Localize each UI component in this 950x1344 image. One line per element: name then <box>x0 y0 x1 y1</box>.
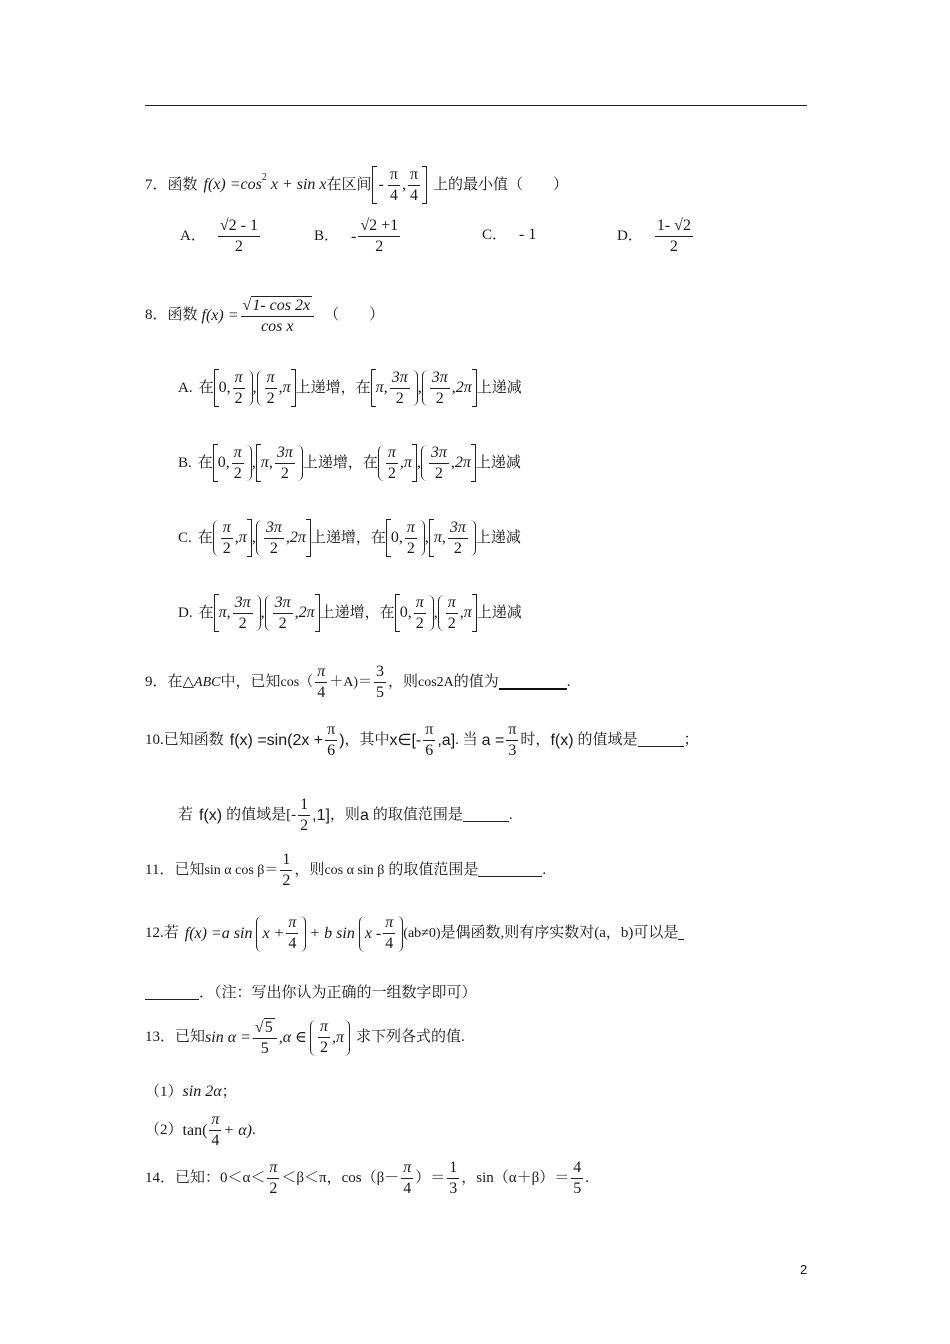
q7-stem: 7． 函数 f(x) =cos 2 x + sin x 在区间 - $\frac{\pi}{4}$ , $\frac{\pi}{4}$ 上的最小值（ ） <box>145 165 569 204</box>
q12-blank-tail[interactable] <box>678 927 684 940</box>
q7-option-d: D． $\frac{1- √2}{2}$ <box>617 217 691 255</box>
q11-answer-blank[interactable] <box>478 864 542 877</box>
q12-answer-blank[interactable] <box>145 987 199 1000</box>
q12-stem: 12. 若 f(x) =a sin x + $\frac{\pi}{4}$ + b sin x - $\frac{\pi}{4}$ (ab≠0) 是偶函数,则有序实数对(a，b)可以是 <box>145 915 684 952</box>
q7-interval: - $\frac{\pi}{4}$ , $\frac{\pi}{4}$ <box>372 166 427 204</box>
q8-number: 8． <box>145 307 168 323</box>
q7-number: 7． <box>145 176 168 193</box>
q10-blank-1[interactable] <box>638 734 684 747</box>
q8-option-b: B. 在 0 , $\frac{\pi}{2}$ , π , $\frac{3\pi}{2}$ 上递增，在 $\frac{\pi}{2}$ , π , $\frac{3\pi}{2}$ , 2π 上递减 <box>178 443 521 482</box>
q13-stem: 13． 已知 sin α = √ 5 5 ,α ∈ $\frac{\pi}{2}$ ,π 求下列各式的值. <box>145 1018 465 1057</box>
q8-fraction: √ 1- cos 2x cos x <box>241 296 315 335</box>
header-rule <box>145 105 807 106</box>
q10-stem: 10. 已知函数 f(x) =sin(2x + $\frac{\pi}{6}$ ) ，其中 x∈[- $\frac{\pi}{6}$ ,a] . 当 a = $\frac{\pi}{3}$ 时， f(x) 的值域是 ； <box>145 721 699 759</box>
q8-option-a: A. 在 0 , $\frac{\pi}{2}$ , $\frac{\pi}{2}$ , π 上递增，在 π , $\frac{3\pi}{2}$ , $\frac{3\pi}{2}$ , 2π 上递减 <box>178 368 522 407</box>
q10-line2: 若 f(x) 的值域是[- $\frac{1}{2}$ ,1] ，则 a 的取值范围是 . <box>178 796 513 834</box>
q8-option-d: D. 在 π , $\frac{3\pi}{2}$ , $\frac{3\pi}{2}$ , 2π 上递增，在 0 , $\frac{\pi}{2}$ , $\frac{\pi}{2}$ , π 上递减 <box>178 593 522 632</box>
page-number: 2 <box>800 1262 808 1277</box>
q7-option-b: B． - $\frac{√2 +1}{2}$ <box>314 217 399 255</box>
q9-stem: 9．在△ ABC 中，已知 cos（ $\frac{\pi}{4}$ ＋A)＝ $\frac{3}{5}$ ，则 cos2A 的值为 . <box>145 663 571 701</box>
q13-part1: （1） sin 2α ； <box>145 1083 237 1100</box>
q10-blank-2[interactable] <box>463 809 509 822</box>
q11-stem: 11．已知 sin α cos β＝ $\frac{1}{2}$ ，则 cos α sin β 的取值范围是 . <box>145 851 547 889</box>
q12-line2: ．（注：写出你认为正确的一组数字即可） <box>145 986 477 1001</box>
q13-part2: （2） tan( $\frac{\pi}{4}$ + α) . <box>145 1111 256 1149</box>
q9-answer-blank[interactable] <box>499 676 567 690</box>
q8-stem: 8． 函数 f(x) = √ 1- cos 2x cos x （ ） <box>145 297 385 335</box>
q7-option-c: C． - 1 <box>482 226 537 243</box>
q8-option-c: C. 在 $\frac{\pi}{2}$ , π , $\frac{3\pi}{2}$ , 2π 上递增，在 0 , $\frac{\pi}{2}$ , π , $\frac{3\pi}{2}$ 上递减 <box>178 518 521 557</box>
q7-func: f(x) =cos <box>203 176 262 193</box>
q7-option-a: A． $\frac{√2 - 1}{2}$ <box>180 217 258 255</box>
q14-stem: 14．已知：0＜α＜ $\frac{\pi}{2}$ ＜β＜π，cos（β－ $\frac{\pi}{4}$ ）＝ $\frac{1}{3}$ ，sin（α＋β）＝ $\frac{4}{5}$ . <box>145 1159 590 1197</box>
